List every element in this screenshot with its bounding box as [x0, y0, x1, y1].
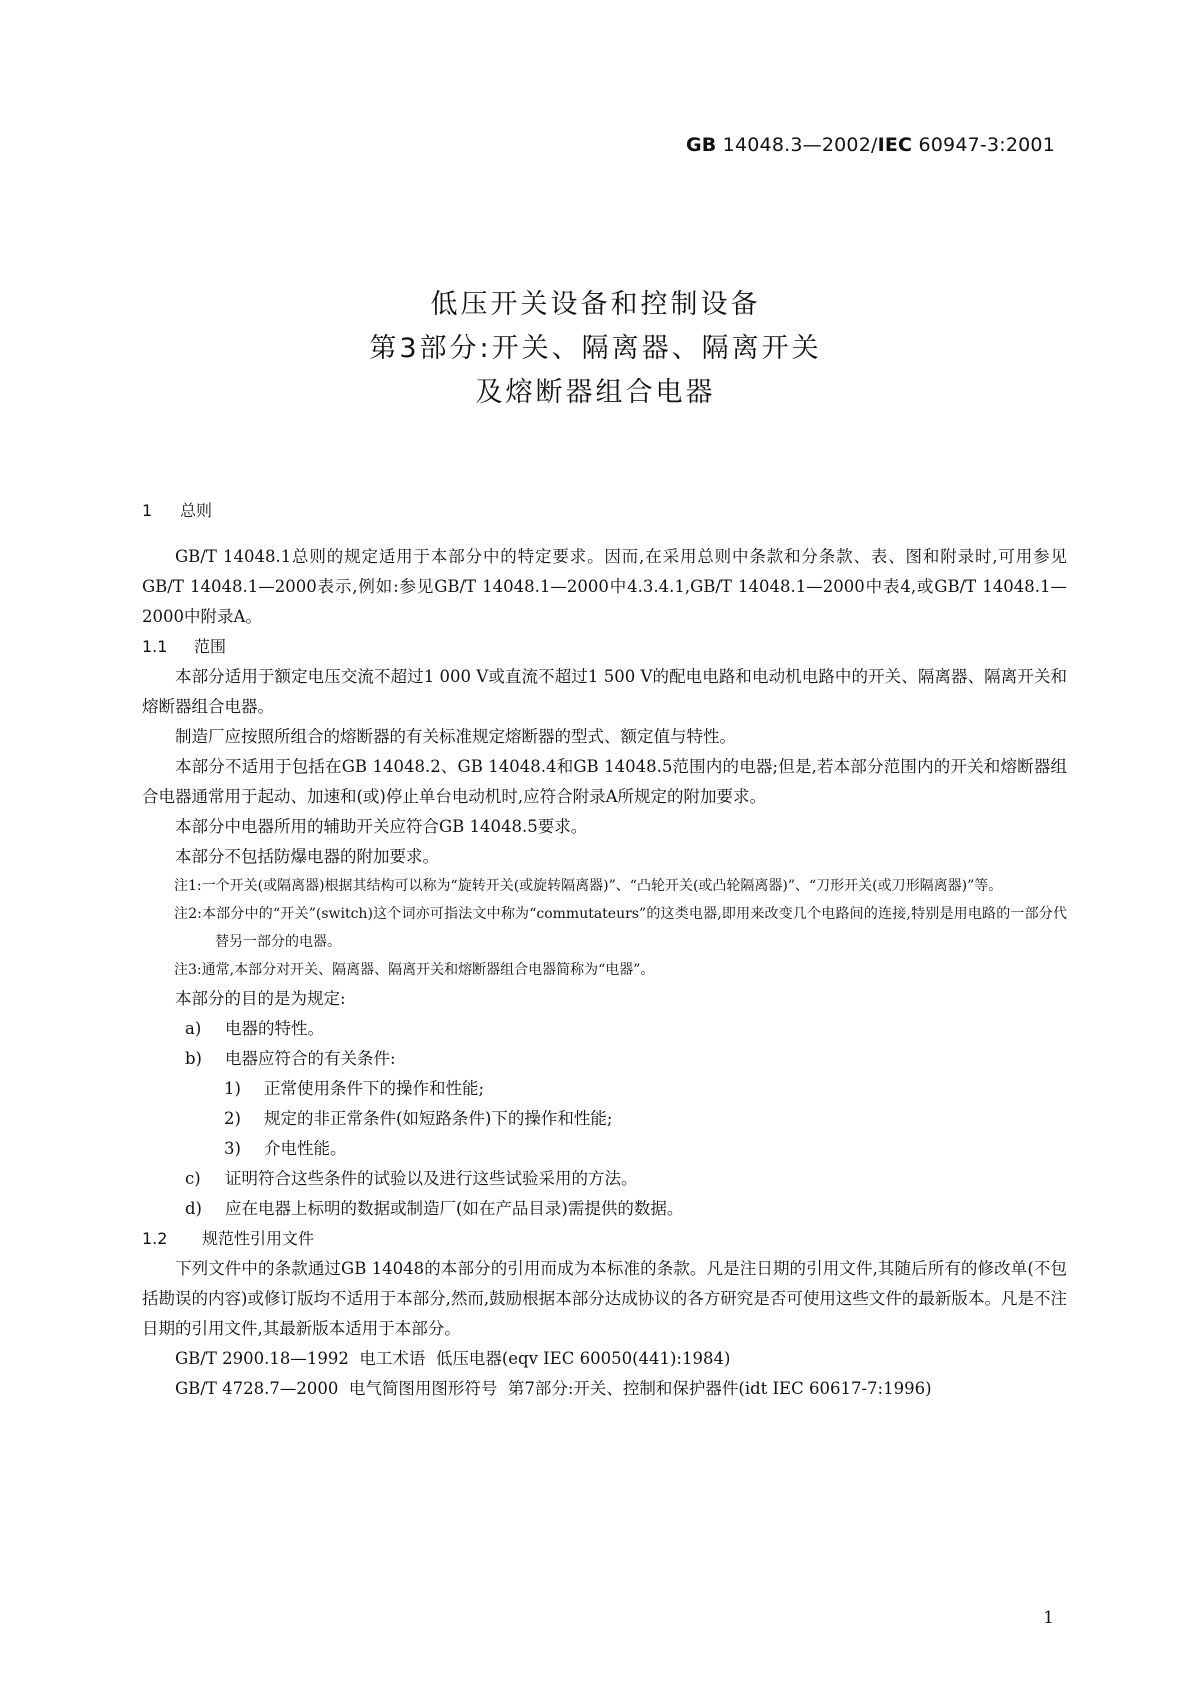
- reference-entry: GB/T 2900.18—1992 电工术语 低压电器(eqv IEC 60050(441):1984): [175, 1349, 731, 1368]
- section-1-2-heading: [142, 1224, 1067, 1254]
- section-number: 1: [142, 501, 153, 520]
- section-number: 1.2: [142, 1229, 168, 1248]
- list-text: 电器的特性。: [225, 1019, 324, 1038]
- sub-list-item: [142, 1134, 1067, 1164]
- list-label: b): [185, 1049, 202, 1068]
- note-1: 注1:一个开关(或隔离器)根据其结构可以称为“旋转开关(或旋转隔离器)”、“凸轮开关(或凸轮隔离器)”、“刀形开关(或刀形隔离器)”等。: [174, 878, 1003, 894]
- title-line-3: 及熔断器组合电器: [475, 377, 716, 408]
- sub-list-item: [142, 1104, 1067, 1134]
- title-line-1: 低压开关设备和控制设备: [430, 289, 761, 320]
- list-label: 3): [224, 1139, 241, 1158]
- section-1-heading: [142, 496, 1067, 526]
- list-text: 规定的非正常条件(如短路条件)下的操作和性能;: [264, 1109, 613, 1128]
- title-line-2: 第3部分:开关、隔离器、隔离开关: [369, 333, 822, 364]
- scope-paragraph: 本部分不适用于包括在GB 14048.2、GB 14048.4和GB 14048.5范围内的电器;但是,若本部分范围内的开关和熔断器组合电器通常用于起动、加速和(或)停止单台电动机时,应符合附录A所规定的附加要求。: [142, 757, 1067, 806]
- list-item: [142, 1164, 1067, 1194]
- section-number: 1.1: [142, 637, 168, 656]
- note-3: 注3:通常,本部分对开关、隔离器、隔离开关和熔断器组合电器简称为“电器”。: [174, 962, 655, 978]
- iec-prefix: IEC: [877, 134, 913, 156]
- list-item: [142, 1014, 1067, 1044]
- list-label: a): [185, 1019, 202, 1038]
- standard-number-header: [686, 134, 1055, 156]
- section-1-paragraph: GB/T 14048.1总则的规定适用于本部分中的特定要求。因而,在采用总则中条款和分条款、表、图和附录时,可用参见GB/T 14048.1—2000表示,例如:参见GB/T 14048.1—2000中4.3.4.1,GB/T 14048.1—2000中表4,或GB/T 14048.1—2000中附录A。: [142, 547, 1067, 626]
- list-item: [142, 1044, 1067, 1074]
- scope-paragraph: 本部分中电器所用的辅助开关应符合GB 14048.5要求。: [175, 817, 588, 836]
- standard-prefix: GB: [685, 134, 717, 156]
- list-text: 证明符合这些条件的试验以及进行这些试验采用的方法。: [225, 1169, 638, 1188]
- scope-paragraph: 制造厂应按照所组合的熔断器的有关标准规定熔断器的型式、额定值与特性。: [175, 727, 736, 746]
- list-text: 应在电器上标明的数据或制造厂(如在产品目录)需提供的数据。: [225, 1199, 684, 1218]
- document-title: [0, 283, 1191, 415]
- section-title: 规范性引用文件: [202, 1229, 315, 1248]
- list-label: 2): [224, 1109, 241, 1128]
- list-label: 1): [224, 1079, 241, 1098]
- scope-paragraph: 本部分不包括防爆电器的附加要求。: [175, 847, 439, 866]
- list-item: [142, 1194, 1067, 1224]
- standard-number: 14048.3—2002/: [722, 134, 878, 156]
- scope-paragraph: 本部分适用于额定电压交流不超过1 000 V或直流不超过1 500 V的配电电路和电动机电路中的开关、隔离器、隔离开关和熔断器组合电器。: [142, 667, 1067, 716]
- list-text: 正常使用条件下的操作和性能;: [264, 1079, 485, 1098]
- document-body: [142, 496, 1067, 1404]
- section-title: 范围: [194, 637, 227, 656]
- sub-list-item: [142, 1074, 1067, 1104]
- list-label: c): [185, 1169, 201, 1188]
- list-text: 介电性能。: [264, 1139, 347, 1158]
- reference-entry: GB/T 4728.7—2000 电气简图用图形符号 第7部分:开关、控制和保护器件(idt IEC 60617-7:1996): [175, 1379, 932, 1398]
- list-label: d): [185, 1199, 202, 1218]
- note-2: 注2:本部分中的“开关”(switch)这个词亦可指法文中称为“commutateurs”的这类电器,即用来改变几个电路间的连接,特别是用电路的一部分代替另一部分的电器。: [174, 906, 1067, 950]
- section-1-1-heading: [142, 632, 1067, 662]
- section-title: 总则: [180, 501, 213, 520]
- purpose-intro: 本部分的目的是为规定:: [175, 989, 346, 1008]
- list-text: 电器应符合的有关条件:: [225, 1049, 396, 1068]
- page-number: 1: [1043, 1608, 1054, 1628]
- iec-number: 60947-3:2001: [918, 134, 1055, 156]
- normative-references-paragraph: 下列文件中的条款通过GB 14048的本部分的引用而成为本标准的条款。凡是注日期的引用文件,其随后所有的修改单(不包括勘误的内容)或修订版均不适用于本部分,然而,鼓励根据本部分达成协议的各方研究是否可使用这些文件的最新版本。凡是不注日期的引用文件,其最新版本适用于本部分。: [142, 1259, 1067, 1338]
